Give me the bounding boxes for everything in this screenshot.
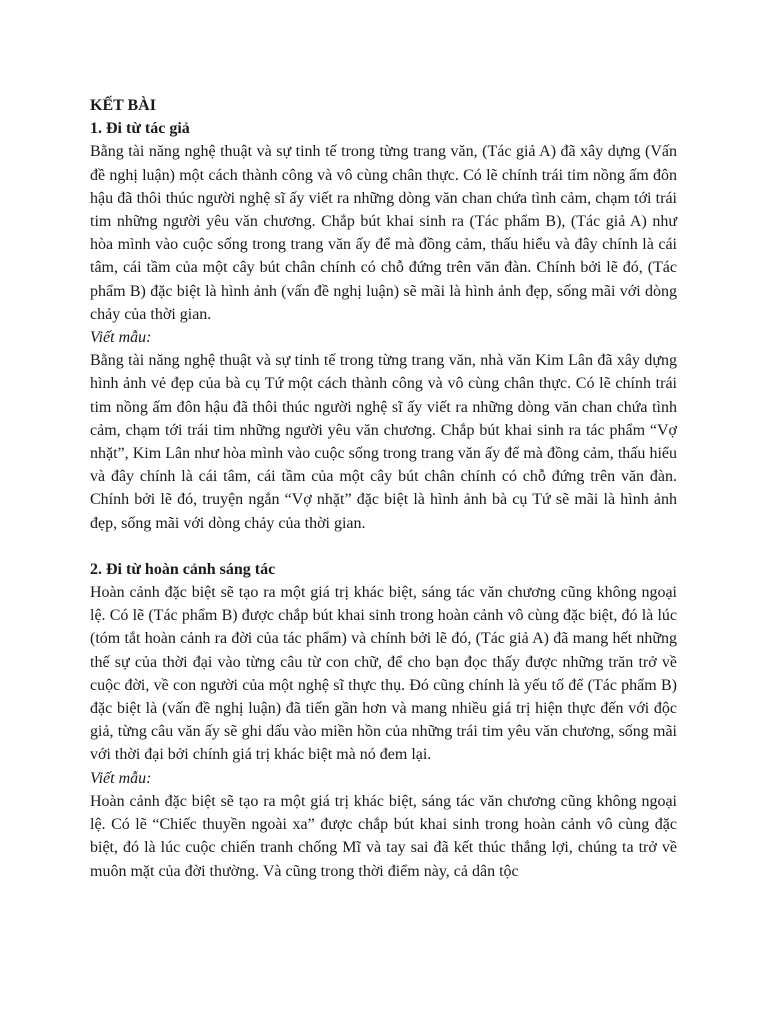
section-template-author: Bằng tài năng nghệ thuật và sự tinh tế trong từng trang văn, (Tác giả A) đã xây dựng (Vấn đề nghị luận) một cách thành công và vô cùng chân thực. Có lẽ chính trái tim nồng ấm đôn hậu đã thôi thúc người nghệ sĩ ấy viết ra những dòng văn chan chứa tình cảm, chạm tới trái tim những người yêu văn chương. Chắp bút khai sinh ra (Tác phẩm B), (Tác giả A) như hòa mình vào cuộc sống trong trang văn ấy để mà đồng cảm, thấu hiểu và đây chính là cái tâm, cái tầm của một cây bút chân chính có chỗ đứng trên văn đàn. Chính bởi lẽ đó, (Tác phẩm B) đặc biệt là hình ảnh (vấn đề nghị luận) sẽ mãi là hình ảnh đẹp, sống mãi với dòng chảy của thời gian.: [90, 143, 677, 323]
sample-label-context: Viết mẫu:: [90, 769, 152, 787]
section-heading-context: 2. Đi từ hoàn cảnh sáng tác: [90, 560, 276, 578]
section-template-context: Hoàn cảnh đặc biệt sẽ tạo ra một giá trị khác biệt, sáng tác văn chương cũng không ngoại lệ. Có lẽ (Tác phẩm B) được chắp bút khai sinh trong hoàn cảnh vô cùng đặc biệt, đó là lúc (tóm tắt hoàn cảnh ra đời của tác phẩm) và chính bởi lẽ đó, (Tác giả A) đã mang hết những thế sự của thời đại vào từng câu từ con chữ, để cho bạn đọc thấy được những trăn trở về cuộc đời, về con người của một nghệ sĩ thực thụ. Đó cũng chính là yếu tố để (Tác phẩm B) đặc biệt là (vấn đề nghị luận) đã tiến gần hơn và mang nhiều giá trị hiện thực đến với độc giả, từng câu văn ấy sẽ ghi dấu vào miền hồn của những trái tim yêu văn chương, sống mãi với thời đại bởi chính giá trị khác biệt mà nó đem lại.: [90, 584, 677, 764]
section-heading-author: 1. Đi từ tác giả: [90, 120, 190, 138]
sample-text-context: Hoàn cảnh đặc biệt sẽ tạo ra một giá trị khác biệt, sáng tác văn chương cũng không ngoại lệ. Có lẽ “Chiếc thuyền ngoài xa” được chắp bút khai sinh trong hoàn cảnh vô cùng đặc biệt, đó là lúc cuộc chiến tranh chống Mĩ và tay sai đã kết thúc thắng lợi, chúng ta trở về muôn mặt của đời thường. Và cũng trong thời điểm này, cả dân tộc: [90, 792, 677, 880]
document-page: [90, 94, 677, 883]
sample-text-author: Bằng tài năng nghệ thuật và sự tinh tế trong từng trang văn, nhà văn Kim Lân đã xây dựng hình ảnh vẻ đẹp của bà cụ Tứ một cách thành công và vô cùng chân thực. Có lẽ chính trái tim nồng ấm đôn hậu đã thôi thúc người nghệ sĩ ấy viết ra những dòng văn chan chứa tình cảm, chạm tới trái tim những người yêu văn chương. Chắp bút khai sinh ra tác phẩm “Vợ nhặt”, Kim Lân như hòa mình vào cuộc sống trong trang văn ấy để mà đồng cảm, thấu hiểu và đây chính là cái tâm, cái tầm của một cây bút chân chính có chỗ đứng trên văn đàn. Chính bởi lẽ đó, truyện ngắn “Vợ nhặt” đặc biệt là hình ảnh bà cụ Tứ sẽ mãi là hình ảnh đẹp, sống mãi với dòng chảy của thời gian.: [90, 352, 677, 532]
section-gap: [90, 535, 677, 558]
sample-label-author: Viết mẫu:: [90, 329, 152, 347]
document-title: KẾT BÀI: [90, 97, 156, 114]
